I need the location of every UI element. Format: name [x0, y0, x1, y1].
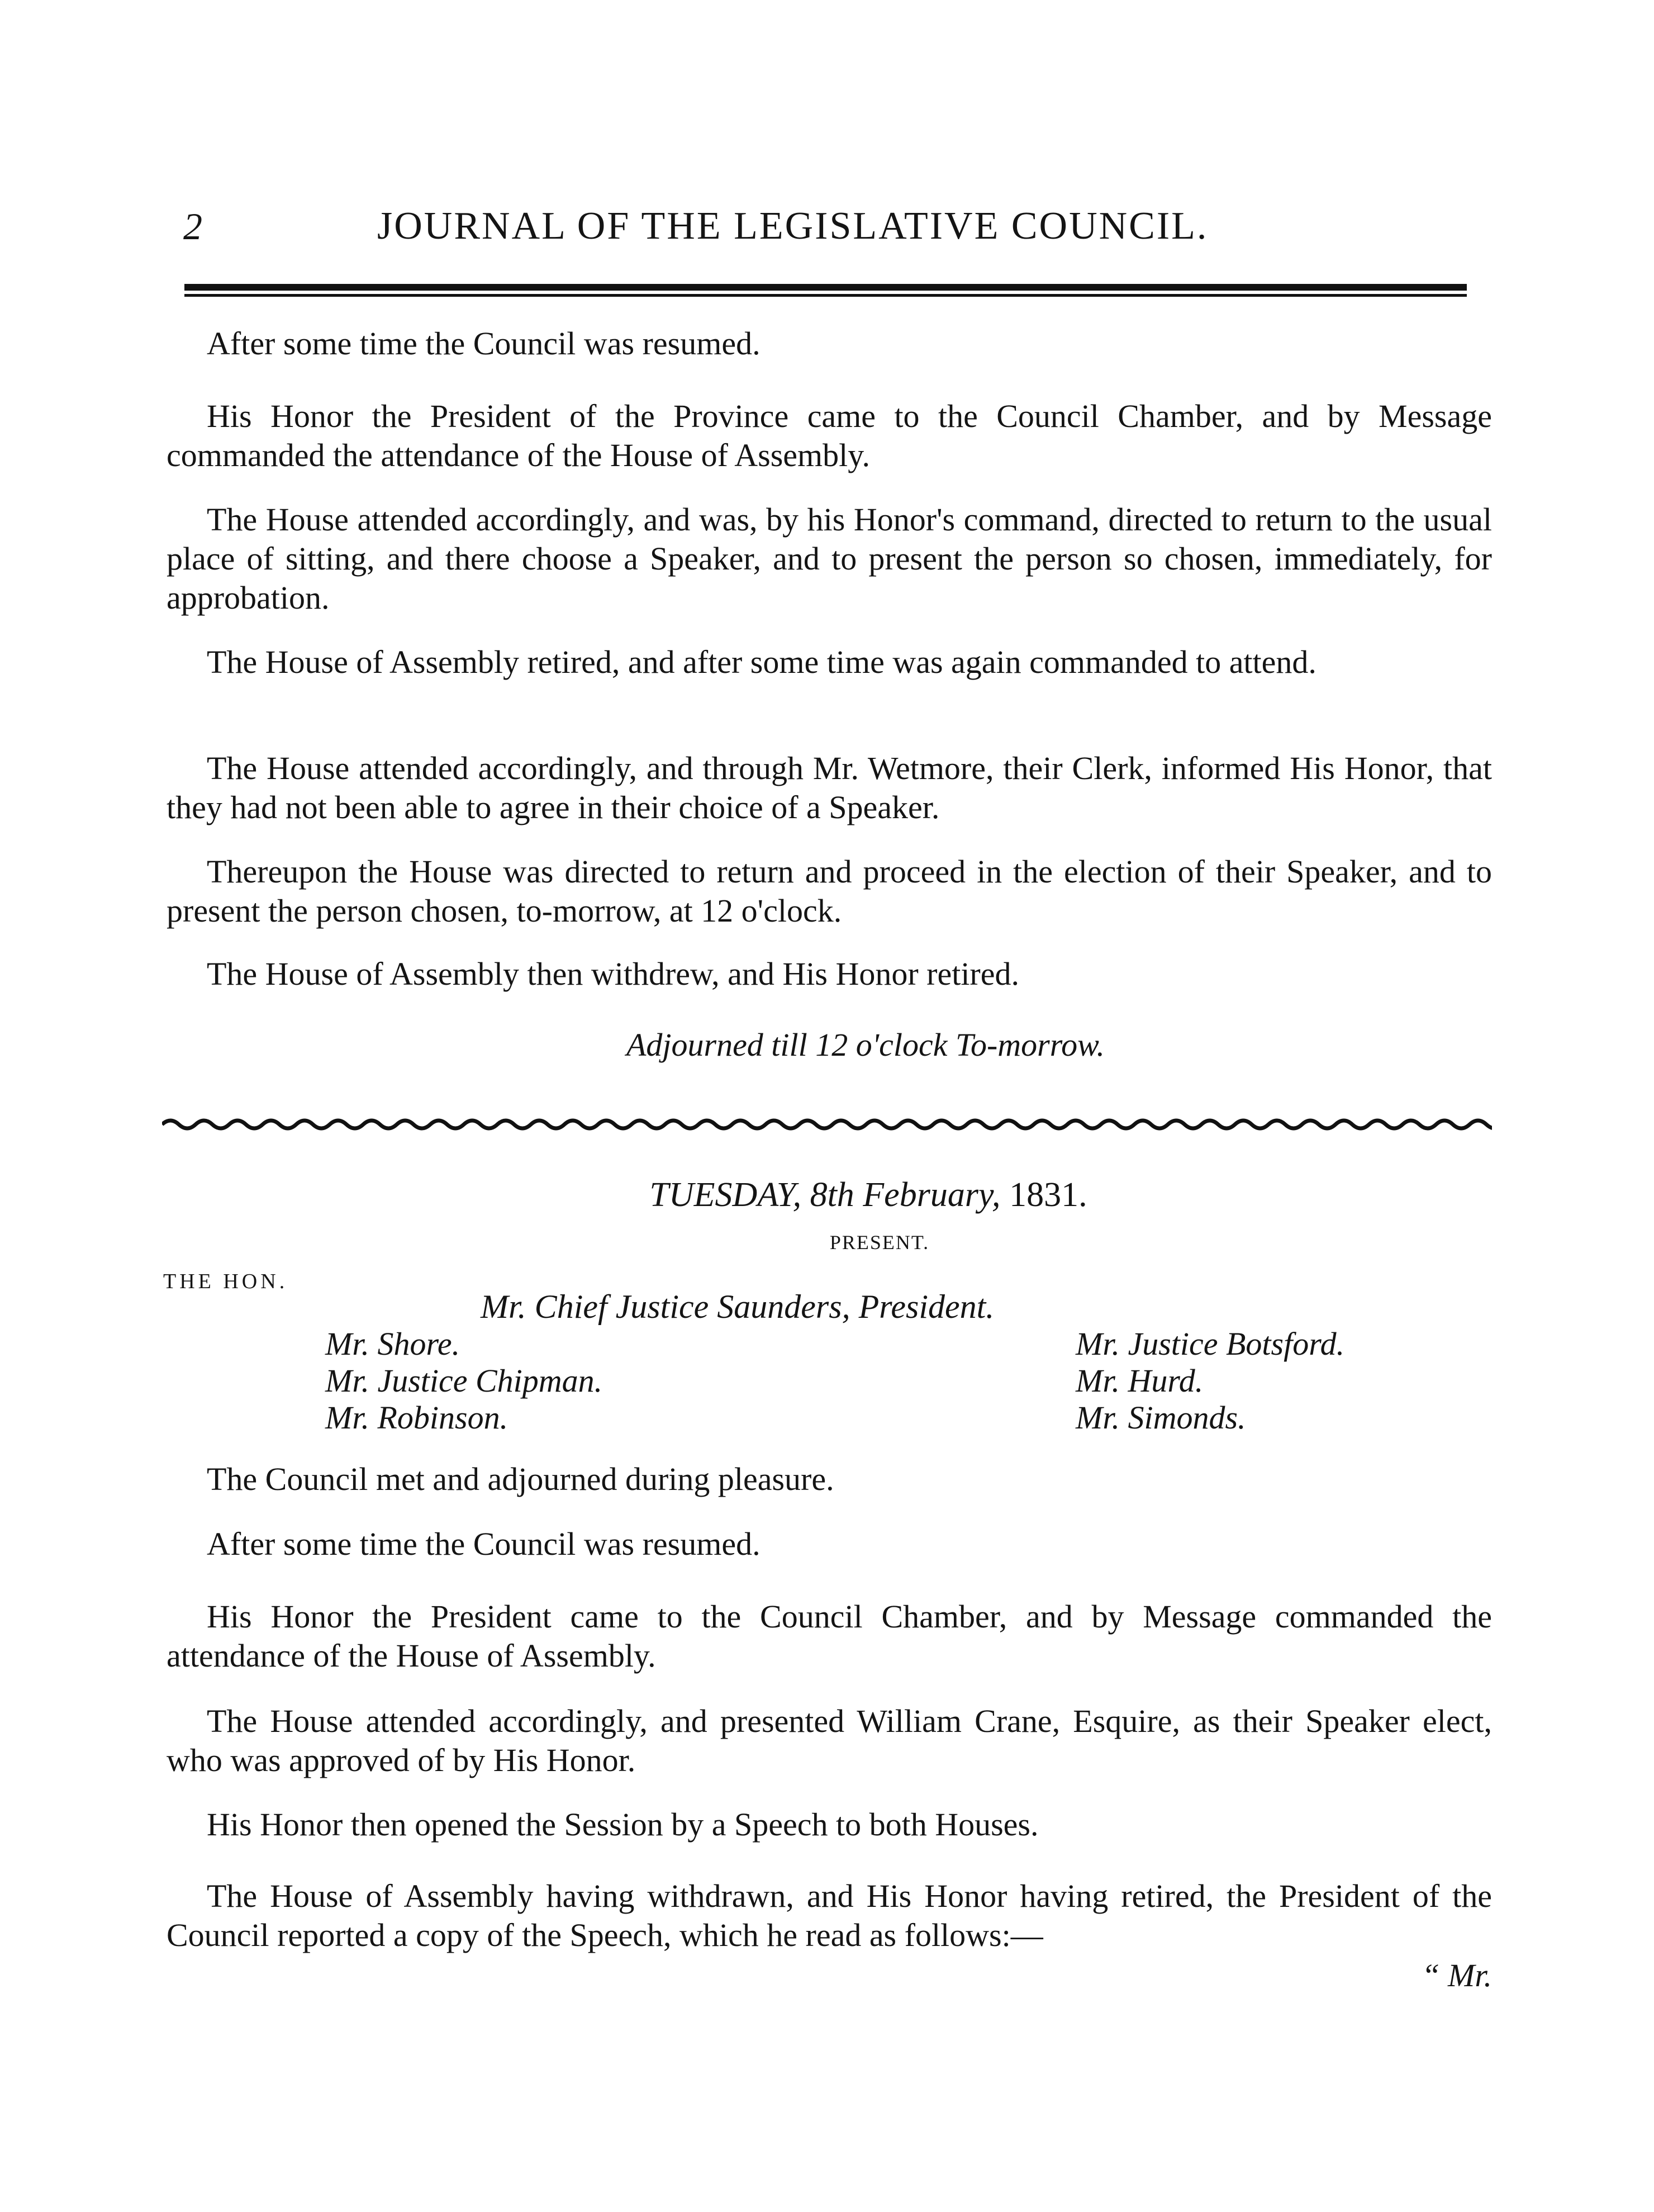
- the-hon-label: THE HON.: [163, 1270, 288, 1293]
- catchword: “ Mr.: [1422, 1957, 1492, 1993]
- member-right-2: Mr. Hurd.: [1076, 1363, 1204, 1399]
- header-double-rule: [184, 284, 1467, 298]
- date-year: 1831.: [1009, 1176, 1087, 1214]
- paragraph-assembly-withdrew: The House of Assembly then withdrew, and His Honor retired.: [207, 956, 1019, 992]
- header-rule-thin: [184, 294, 1467, 297]
- page-number: 2: [183, 205, 202, 248]
- date-month: 8th February,: [810, 1176, 1001, 1214]
- paragraph-proceed-election: Thereupon the House was directed to return and proceed in the election of their Speaker, and to present the person chosen, to-morrow, at 12 o'clock.: [167, 853, 1492, 929]
- paragraph-president-came: His Honor the President came to the Council Chamber, and by Message commanded the attendance of the House of Assembly.: [167, 1598, 1492, 1674]
- paragraph-president-message: His Honor the President of the Province came to the Council Chamber, and by Message commanded the attendance of the House of Assembly.: [167, 398, 1492, 473]
- paragraph-session-opened: His Honor then opened the Session by a Speech to both Houses.: [207, 1806, 1039, 1843]
- paragraph-council-resumed-2: After some time the Council was resumed.: [207, 1526, 761, 1562]
- date-day: TUESDAY,: [649, 1176, 802, 1214]
- running-title: JOURNAL OF THE LEGISLATIVE COUNCIL.: [377, 205, 1209, 248]
- member-left-1: Mr. Shore.: [325, 1326, 460, 1362]
- paragraph-clerk-informed: The House attended accordingly, and through Mr. Wetmore, their Clerk, informed His Honor, that they had not been able to agree in their choice of a Speaker.: [167, 750, 1492, 825]
- paragraph-council-resumed: After some time the Council was resumed.: [207, 325, 761, 362]
- header-rule-thick: [184, 284, 1467, 291]
- member-left-3: Mr. Robinson.: [325, 1399, 508, 1436]
- paragraph-council-met: The Council met and adjourned during pleasure.: [207, 1461, 834, 1497]
- member-right-3: Mr. Simonds.: [1076, 1399, 1246, 1436]
- paragraph-choose-speaker: The House attended accordingly, and was, by his Honor's command, directed to return to the usual place of sitting, and there choose a Speaker, and to present the person so chosen, immediately, for approbation.: [167, 501, 1492, 616]
- session-date-heading: [167, 1173, 1492, 1217]
- council-president: Mr. Chief Justice Saunders, President.: [481, 1288, 995, 1325]
- paragraph-assembly-retired: The House of Assembly retired, and after some time was again commanded to attend.: [207, 644, 1316, 680]
- member-right-1: Mr. Justice Botsford.: [1076, 1326, 1345, 1362]
- adjourned-line: Adjourned till 12 o'clock To-morrow.: [626, 1027, 1105, 1063]
- paragraph-speech-reported: The House of Assembly having withdrawn, and His Honor having retired, the President of the Council reported a copy of the Speech, which he read as follows:—: [167, 1878, 1492, 1953]
- page-header: [168, 198, 1470, 265]
- present-label: PRESENT.: [829, 1231, 930, 1254]
- paragraph-speaker-presented: The House attended accordingly, and presented William Crane, Esquire, as their Speaker elect, who was approved of by His Honor.: [167, 1703, 1492, 1778]
- member-left-2: Mr. Justice Chipman.: [325, 1363, 603, 1399]
- wavy-section-divider: [162, 1112, 1492, 1135]
